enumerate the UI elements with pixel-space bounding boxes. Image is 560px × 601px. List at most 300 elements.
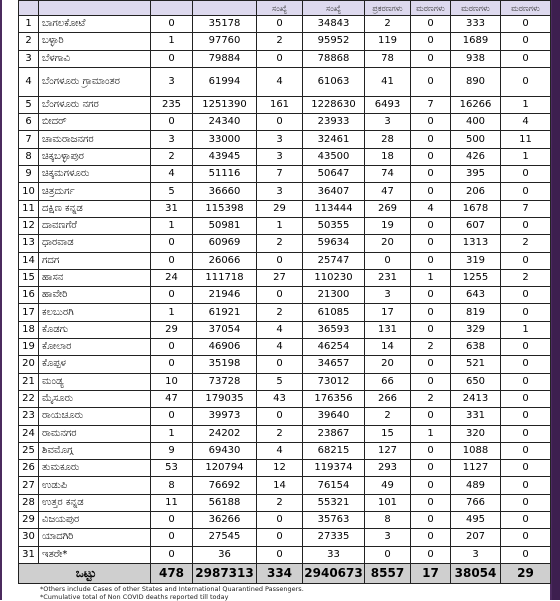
value-cell: 0 <box>411 131 451 148</box>
value-cell: 7 <box>257 166 303 183</box>
table-row <box>19 252 551 269</box>
value-cell: 293 <box>365 460 411 477</box>
value-cell: 766 <box>451 494 501 511</box>
table-row <box>19 200 551 217</box>
table-row <box>19 529 551 546</box>
value-cell: 113444 <box>303 200 365 217</box>
table-row <box>19 408 551 425</box>
value-cell: 0 <box>501 33 551 50</box>
value-cell: 1 <box>151 33 193 50</box>
header-cell: ಮರಣಗಳು <box>411 1 451 16</box>
value-cell: 643 <box>451 287 501 304</box>
value-cell: 14 <box>365 339 411 356</box>
total-cell: 2940673 <box>303 563 365 583</box>
value-cell: 819 <box>451 304 501 321</box>
value-cell: 35763 <box>303 512 365 529</box>
value-cell: 331 <box>451 408 501 425</box>
value-cell: 0 <box>411 33 451 50</box>
value-cell: 0 <box>501 477 551 494</box>
value-cell: 0 <box>411 148 451 165</box>
value-cell: 0 <box>151 114 193 131</box>
value-cell: 33 <box>303 546 365 563</box>
value-cell: 29 <box>257 200 303 217</box>
value-cell: 26066 <box>193 252 257 269</box>
value-cell: 61063 <box>303 67 365 96</box>
value-cell: 39973 <box>193 408 257 425</box>
table-row <box>19 373 551 390</box>
total-cell: 8557 <box>365 563 411 583</box>
value-cell: 31 <box>151 200 193 217</box>
value-cell: 179035 <box>193 390 257 407</box>
value-cell: 0 <box>411 494 451 511</box>
value-cell: 2413 <box>451 390 501 407</box>
value-cell: 50647 <box>303 166 365 183</box>
value-cell: 2 <box>151 148 193 165</box>
value-cell: 1255 <box>451 269 501 286</box>
district-name-cell: ಉಡುಪಿ <box>39 477 151 494</box>
value-cell: 0 <box>257 252 303 269</box>
district-name-cell: ಮಂಡ್ಯ <box>39 373 151 390</box>
value-cell: 29 <box>151 321 193 338</box>
value-cell: 21946 <box>193 287 257 304</box>
value-cell: 60969 <box>193 235 257 252</box>
table-row <box>19 183 551 200</box>
serial-cell: 25 <box>19 442 39 459</box>
header-cell: ಮರಣಗಳು <box>501 1 551 16</box>
value-cell: 1 <box>501 148 551 165</box>
value-cell: 0 <box>257 16 303 33</box>
value-cell: 43945 <box>193 148 257 165</box>
value-cell: 23867 <box>303 425 365 442</box>
table-header-row <box>19 1 551 16</box>
value-cell: 33000 <box>193 131 257 148</box>
value-cell: 47 <box>365 183 411 200</box>
value-cell: 28 <box>365 131 411 148</box>
serial-cell: 26 <box>19 460 39 477</box>
value-cell: 0 <box>411 356 451 373</box>
table-row <box>19 321 551 338</box>
serial-cell: 21 <box>19 373 39 390</box>
value-cell: 0 <box>501 494 551 511</box>
footnote: *Cumulative total of Non COVID deaths reported till today <box>40 593 229 601</box>
table-row <box>19 166 551 183</box>
serial-cell: 24 <box>19 425 39 442</box>
value-cell: 2 <box>411 390 451 407</box>
value-cell: 0 <box>257 546 303 563</box>
value-cell: 34657 <box>303 356 365 373</box>
value-cell: 7 <box>411 96 451 113</box>
table-row <box>19 460 551 477</box>
table-row <box>19 114 551 131</box>
value-cell: 17 <box>365 304 411 321</box>
value-cell: 78 <box>365 50 411 67</box>
table-row <box>19 131 551 148</box>
value-cell: 2 <box>257 494 303 511</box>
total-row <box>19 563 551 583</box>
table-row <box>19 356 551 373</box>
total-label: ಒಟ್ಟು <box>19 563 151 583</box>
serial-cell: 27 <box>19 477 39 494</box>
district-covid-table <box>18 0 551 584</box>
value-cell: 53 <box>151 460 193 477</box>
value-cell: 76692 <box>193 477 257 494</box>
table-row <box>19 217 551 234</box>
value-cell: 0 <box>411 166 451 183</box>
value-cell: 76154 <box>303 477 365 494</box>
district-name-cell: ಬೆಂಗಳೂರು ಗ್ರಾಮಾಂತರ <box>39 67 151 96</box>
value-cell: 161 <box>257 96 303 113</box>
value-cell: 4 <box>257 339 303 356</box>
serial-cell: 23 <box>19 408 39 425</box>
value-cell: 19 <box>365 217 411 234</box>
value-cell: 73728 <box>193 373 257 390</box>
value-cell: 32461 <box>303 131 365 148</box>
value-cell: 2 <box>411 339 451 356</box>
value-cell: 6493 <box>365 96 411 113</box>
value-cell: 938 <box>451 50 501 67</box>
value-cell: 0 <box>151 339 193 356</box>
serial-cell: 12 <box>19 217 39 234</box>
value-cell: 119 <box>365 33 411 50</box>
value-cell: 207 <box>451 529 501 546</box>
serial-cell: 16 <box>19 287 39 304</box>
district-name-cell: ಬಾಗಲಕೋಟೆ <box>39 16 151 33</box>
value-cell: 0 <box>411 67 451 96</box>
value-cell: 495 <box>451 512 501 529</box>
header-cell <box>39 1 151 16</box>
value-cell: 0 <box>151 235 193 252</box>
value-cell: 1 <box>501 96 551 113</box>
value-cell: 120794 <box>193 460 257 477</box>
value-cell: 35198 <box>193 356 257 373</box>
value-cell: 66 <box>365 373 411 390</box>
value-cell: 46906 <box>193 339 257 356</box>
value-cell: 3 <box>257 183 303 200</box>
district-name-cell: ಬಳ್ಳಾರಿ <box>39 33 151 50</box>
value-cell: 333 <box>451 16 501 33</box>
value-cell: 0 <box>411 442 451 459</box>
table-row <box>19 390 551 407</box>
serial-cell: 8 <box>19 148 39 165</box>
value-cell: 119374 <box>303 460 365 477</box>
value-cell: 127 <box>365 442 411 459</box>
value-cell: 0 <box>411 512 451 529</box>
value-cell: 3 <box>365 529 411 546</box>
value-cell: 111718 <box>193 269 257 286</box>
value-cell: 426 <box>451 148 501 165</box>
value-cell: 110230 <box>303 269 365 286</box>
value-cell: 131 <box>365 321 411 338</box>
header-cell <box>19 1 39 16</box>
value-cell: 2 <box>257 304 303 321</box>
value-cell: 489 <box>451 477 501 494</box>
serial-cell: 13 <box>19 235 39 252</box>
value-cell: 46254 <box>303 339 365 356</box>
value-cell: 0 <box>501 425 551 442</box>
serial-cell: 9 <box>19 166 39 183</box>
value-cell: 1689 <box>451 33 501 50</box>
value-cell: 41 <box>365 67 411 96</box>
district-name-cell: ಚಿಕ್ಕಮಗಳೂರು <box>39 166 151 183</box>
district-name-cell: ಕೊಪ್ಪಳ <box>39 356 151 373</box>
value-cell: 1313 <box>451 235 501 252</box>
serial-cell: 6 <box>19 114 39 131</box>
value-cell: 1127 <box>451 460 501 477</box>
value-cell: 0 <box>151 546 193 563</box>
value-cell: 0 <box>411 252 451 269</box>
header-cell <box>151 1 193 16</box>
table-row <box>19 96 551 113</box>
district-name-cell: ರಾಯಚೂರು <box>39 408 151 425</box>
value-cell: 2 <box>257 235 303 252</box>
total-cell: 17 <box>411 563 451 583</box>
value-cell: 1228630 <box>303 96 365 113</box>
value-cell: 39640 <box>303 408 365 425</box>
serial-cell: 31 <box>19 546 39 563</box>
value-cell: 1 <box>151 217 193 234</box>
serial-cell: 20 <box>19 356 39 373</box>
footnote: *Others include Cases of other States and International Quarantined Passengers. <box>40 585 304 593</box>
serial-cell: 2 <box>19 33 39 50</box>
value-cell: 1088 <box>451 442 501 459</box>
value-cell: 50355 <box>303 217 365 234</box>
serial-cell: 29 <box>19 512 39 529</box>
table-row <box>19 477 551 494</box>
value-cell: 15 <box>365 425 411 442</box>
serial-cell: 11 <box>19 200 39 217</box>
district-name-cell: ಹಾಸನ <box>39 269 151 286</box>
serial-cell: 7 <box>19 131 39 148</box>
value-cell: 12 <box>257 460 303 477</box>
value-cell: 20 <box>365 235 411 252</box>
value-cell: 4 <box>411 200 451 217</box>
value-cell: 73012 <box>303 373 365 390</box>
header-cell: ಸಂಖ್ಯೆ <box>303 1 365 16</box>
value-cell: 2 <box>501 235 551 252</box>
value-cell: 319 <box>451 252 501 269</box>
header-cell: ಸಂಖ್ಯೆ <box>257 1 303 16</box>
value-cell: 0 <box>411 304 451 321</box>
value-cell: 4 <box>257 321 303 338</box>
value-cell: 69430 <box>193 442 257 459</box>
value-cell: 115398 <box>193 200 257 217</box>
value-cell: 61921 <box>193 304 257 321</box>
value-cell: 101 <box>365 494 411 511</box>
value-cell: 43500 <box>303 148 365 165</box>
value-cell: 235 <box>151 96 193 113</box>
header-cell: ಮರಣಗಳು <box>451 1 501 16</box>
value-cell: 0 <box>257 287 303 304</box>
value-cell: 638 <box>451 339 501 356</box>
value-cell: 0 <box>257 408 303 425</box>
value-cell: 14 <box>257 477 303 494</box>
value-cell: 1678 <box>451 200 501 217</box>
serial-cell: 19 <box>19 339 39 356</box>
value-cell: 49 <box>365 477 411 494</box>
value-cell: 0 <box>501 339 551 356</box>
value-cell: 320 <box>451 425 501 442</box>
district-name-cell: ದಕ್ಷಿಣ ಕನ್ನಡ <box>39 200 151 217</box>
serial-cell: 18 <box>19 321 39 338</box>
value-cell: 0 <box>257 114 303 131</box>
header-cell <box>193 1 257 16</box>
value-cell: 500 <box>451 131 501 148</box>
value-cell: 36266 <box>193 512 257 529</box>
value-cell: 4 <box>257 442 303 459</box>
value-cell: 0 <box>151 529 193 546</box>
value-cell: 0 <box>501 166 551 183</box>
value-cell: 0 <box>501 408 551 425</box>
value-cell: 0 <box>151 16 193 33</box>
value-cell: 78868 <box>303 50 365 67</box>
district-name-cell: ರಾಮನಗರ <box>39 425 151 442</box>
district-name-cell: ತುಮಕೂರು <box>39 460 151 477</box>
district-name-cell: ಕೋಲಾರ <box>39 339 151 356</box>
value-cell: 0 <box>411 183 451 200</box>
value-cell: 1 <box>151 304 193 321</box>
table-row <box>19 148 551 165</box>
district-name-cell: ಕೊಡಗು <box>39 321 151 338</box>
value-cell: 0 <box>411 321 451 338</box>
value-cell: 68215 <box>303 442 365 459</box>
value-cell: 4 <box>151 166 193 183</box>
value-cell: 0 <box>411 217 451 234</box>
value-cell: 0 <box>501 252 551 269</box>
district-name-cell: ಗದಗ <box>39 252 151 269</box>
value-cell: 5 <box>151 183 193 200</box>
value-cell: 1 <box>257 217 303 234</box>
value-cell: 27335 <box>303 529 365 546</box>
value-cell: 266 <box>365 390 411 407</box>
value-cell: 1 <box>501 321 551 338</box>
value-cell: 0 <box>501 16 551 33</box>
table-row <box>19 425 551 442</box>
value-cell: 400 <box>451 114 501 131</box>
value-cell: 0 <box>501 183 551 200</box>
value-cell: 890 <box>451 67 501 96</box>
value-cell: 0 <box>411 477 451 494</box>
value-cell: 9 <box>151 442 193 459</box>
value-cell: 0 <box>151 252 193 269</box>
district-name-cell: ಕಲಬುರಗಿ <box>39 304 151 321</box>
value-cell: 0 <box>411 114 451 131</box>
value-cell: 0 <box>411 287 451 304</box>
value-cell: 607 <box>451 217 501 234</box>
value-cell: 35178 <box>193 16 257 33</box>
value-cell: 8 <box>365 512 411 529</box>
value-cell: 36 <box>193 546 257 563</box>
value-cell: 3 <box>365 287 411 304</box>
footnotes <box>40 585 304 601</box>
table-row <box>19 512 551 529</box>
value-cell: 20 <box>365 356 411 373</box>
value-cell: 0 <box>257 356 303 373</box>
value-cell: 50981 <box>193 217 257 234</box>
value-cell: 0 <box>151 356 193 373</box>
value-cell: 24202 <box>193 425 257 442</box>
value-cell: 0 <box>151 50 193 67</box>
serial-cell: 30 <box>19 529 39 546</box>
value-cell: 1 <box>151 425 193 442</box>
district-name-cell: ಚಿಕ್ಕಬಳ್ಳಾಪುರ <box>39 148 151 165</box>
value-cell: 11 <box>151 494 193 511</box>
value-cell: 25747 <box>303 252 365 269</box>
value-cell: 23933 <box>303 114 365 131</box>
value-cell: 4 <box>501 114 551 131</box>
table-row <box>19 494 551 511</box>
total-cell: 334 <box>257 563 303 583</box>
value-cell: 0 <box>501 304 551 321</box>
table-row <box>19 33 551 50</box>
value-cell: 0 <box>501 67 551 96</box>
value-cell: 34843 <box>303 16 365 33</box>
district-name-cell: ಶಿವಮೊಗ್ಗ <box>39 442 151 459</box>
district-name-cell: ಹಾವೇರಿ <box>39 287 151 304</box>
value-cell: 0 <box>151 408 193 425</box>
value-cell: 0 <box>151 512 193 529</box>
value-cell: 0 <box>257 512 303 529</box>
header-cell: ಪ್ರಕರಣಗಳು <box>365 1 411 16</box>
value-cell: 61994 <box>193 67 257 96</box>
value-cell: 3 <box>151 131 193 148</box>
value-cell: 10 <box>151 373 193 390</box>
value-cell: 0 <box>411 460 451 477</box>
total-cell: 2987313 <box>193 563 257 583</box>
value-cell: 0 <box>257 50 303 67</box>
serial-cell: 4 <box>19 67 39 96</box>
value-cell: 37054 <box>193 321 257 338</box>
value-cell: 3 <box>257 131 303 148</box>
value-cell: 0 <box>501 546 551 563</box>
value-cell: 8 <box>151 477 193 494</box>
table-row <box>19 287 551 304</box>
value-cell: 0 <box>501 512 551 529</box>
serial-cell: 22 <box>19 390 39 407</box>
value-cell: 55321 <box>303 494 365 511</box>
value-cell: 0 <box>365 546 411 563</box>
value-cell: 27545 <box>193 529 257 546</box>
value-cell: 3 <box>451 546 501 563</box>
value-cell: 2 <box>365 408 411 425</box>
value-cell: 2 <box>501 269 551 286</box>
district-name-cell: ವಿಜಯಪುರ <box>39 512 151 529</box>
serial-cell: 1 <box>19 16 39 33</box>
total-cell: 38054 <box>451 563 501 583</box>
value-cell: 0 <box>501 529 551 546</box>
value-cell: 95952 <box>303 33 365 50</box>
serial-cell: 5 <box>19 96 39 113</box>
value-cell: 21300 <box>303 287 365 304</box>
value-cell: 395 <box>451 166 501 183</box>
value-cell: 0 <box>151 287 193 304</box>
value-cell: 24 <box>151 269 193 286</box>
value-cell: 0 <box>501 442 551 459</box>
value-cell: 0 <box>411 408 451 425</box>
value-cell: 0 <box>501 287 551 304</box>
value-cell: 97760 <box>193 33 257 50</box>
table-row <box>19 67 551 96</box>
value-cell: 0 <box>501 460 551 477</box>
value-cell: 51116 <box>193 166 257 183</box>
table-row <box>19 16 551 33</box>
value-cell: 27 <box>257 269 303 286</box>
value-cell: 56188 <box>193 494 257 511</box>
value-cell: 5 <box>257 373 303 390</box>
total-cell: 29 <box>501 563 551 583</box>
value-cell: 11 <box>501 131 551 148</box>
value-cell: 521 <box>451 356 501 373</box>
value-cell: 176356 <box>303 390 365 407</box>
